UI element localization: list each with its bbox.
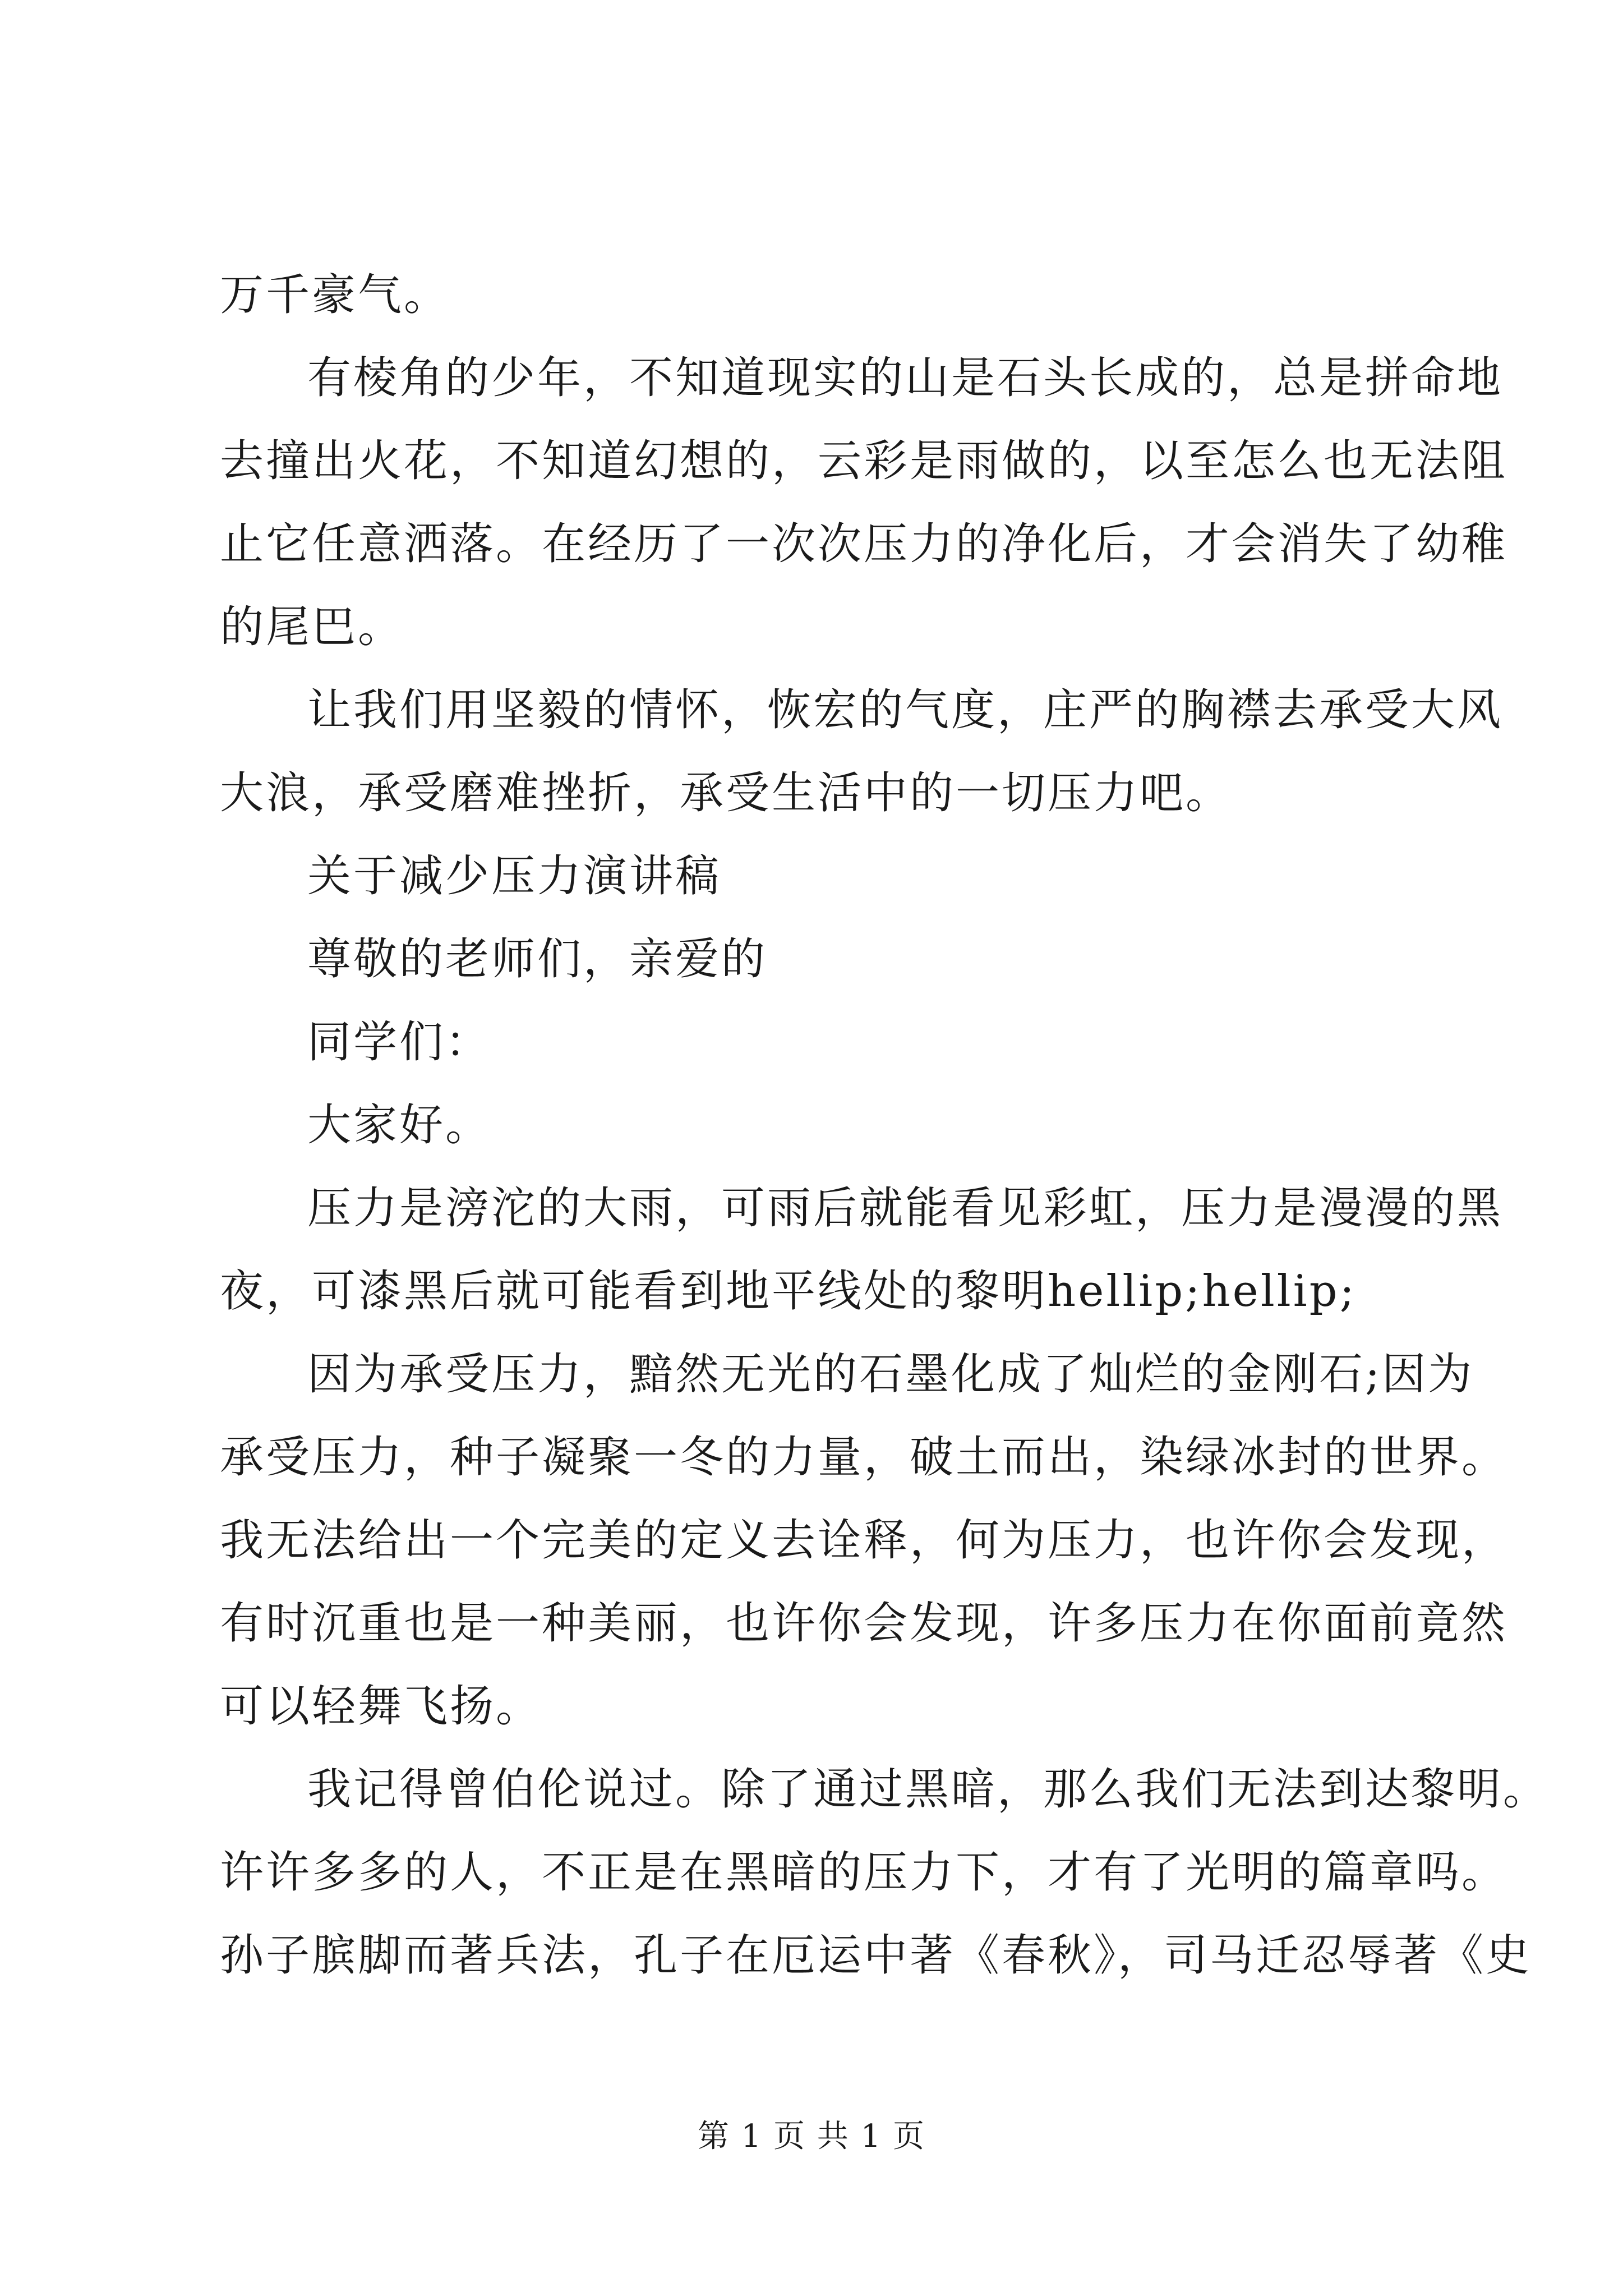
- paragraph: [220, 1084, 1420, 1167]
- text-line: 有棱角的少年，不知道现实的山是石头长成的，总是拼命地: [307, 353, 1504, 403]
- paragraph: [220, 1333, 1508, 1748]
- paragraph: [220, 1748, 1550, 1997]
- paragraph: [220, 1001, 1420, 1084]
- text-line: 去撞出火花，不知道幻想的，云彩是雨做的，以至怎么也无法阻: [220, 436, 1508, 486]
- text-line: 大浪，承受磨难挫折，承受生活中的一切压力吧。: [220, 768, 1232, 818]
- text-line: 因为承受压力，黯然无光的石墨化成了灿烂的金刚石;因为: [307, 1349, 1474, 1400]
- paragraph: [220, 835, 1420, 918]
- text-line: 止它任意洒落。在经历了一次次压力的净化后，才会消失了幼稚: [220, 519, 1508, 569]
- text-line: 同学们：: [307, 1017, 492, 1068]
- text-line: 万千豪气。: [220, 270, 450, 320]
- text-line: 压力是滂沱的大雨，可雨后就能看见彩虹，压力是漫漫的黑: [307, 1183, 1504, 1234]
- paragraph: [220, 337, 1508, 669]
- text-line: 关于减少压力演讲稿: [307, 851, 722, 901]
- text-line: 可以轻舞飞扬。: [220, 1681, 542, 1732]
- text-line: 夜，可漆黑后就可能看到地平线处的黎明hellip;hellip;: [220, 1266, 1357, 1317]
- text-line: 尊敬的老师们，亲爱的: [307, 934, 768, 984]
- text-line: 的尾巴。: [220, 602, 404, 652]
- paragraph: [220, 669, 1504, 835]
- paragraph: [220, 918, 1420, 1001]
- paragraph: [220, 1167, 1504, 1333]
- text-line: 让我们用坚毅的情怀，恢宏的气度，庄严的胸襟去承受大风: [307, 685, 1504, 735]
- text-line: 有时沉重也是一种美丽，也许你会发现，许多压力在你面前竟然: [220, 1598, 1508, 1649]
- text-line: 承受压力，种子凝聚一冬的力量，破土而出，染绿冰封的世界。: [220, 1432, 1508, 1483]
- document-body: [220, 254, 1550, 1997]
- text-line: 我记得曾伯伦说过。除了通过黑暗，那么我们无法到达黎明。: [307, 1764, 1550, 1815]
- paragraph: [220, 254, 1420, 337]
- text-line: 孙子膑脚而著兵法，孔子在厄运中著《春秋》，司马迁忍辱著《史: [220, 1930, 1532, 1981]
- text-line: 大家好。: [307, 1100, 492, 1151]
- text-line: 我无法给出一个完美的定义去诠释，何为压力，也许你会发现，: [220, 1515, 1508, 1566]
- page-footer: 第 1 页 共 1 页: [697, 2118, 926, 2155]
- text-line: 许许多多的人，不正是在黑暗的压力下，才有了光明的篇章吗。: [220, 1847, 1508, 1898]
